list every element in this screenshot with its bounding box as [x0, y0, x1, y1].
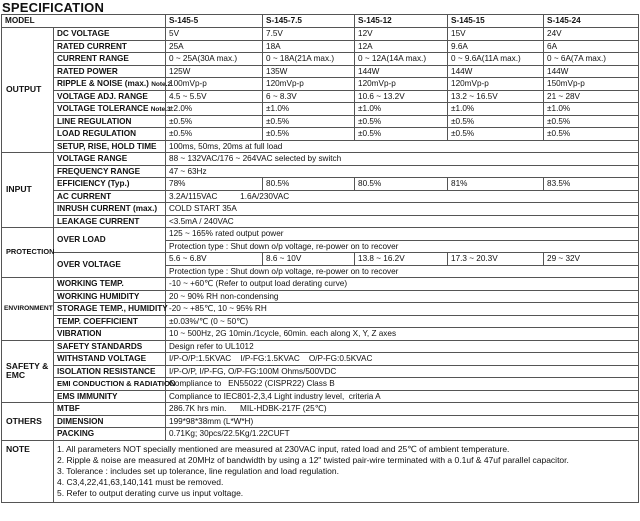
table-row [2, 153, 639, 166]
row-label: WORKING HUMIDITY [54, 290, 166, 303]
table-row [2, 40, 639, 53]
cell: ±0.5% [166, 115, 263, 128]
cell: Design refer to UL1012 [166, 340, 639, 353]
table-row [2, 353, 639, 366]
table-row [2, 253, 639, 266]
row-label: PACKING [54, 428, 166, 441]
cell: Protection type : Shut down o/p voltage, re-power on to recover [166, 265, 639, 278]
cell: 0 ~ 18A(21A max.) [263, 53, 355, 66]
note-ref: Note.3 [150, 106, 171, 114]
table-row [2, 53, 639, 66]
cell: 88 ~ 132VAC/176 ~ 264VAC selected by switch [166, 153, 639, 166]
cell: Protection type : Shut down o/p voltage, re-power on to recover [166, 240, 639, 253]
row-label: LEAKAGE CURRENT [54, 215, 166, 228]
table-row [2, 278, 639, 291]
cell: 17.3 ~ 20.3V [448, 253, 544, 266]
row-label: ISOLATION RESISTANCE [54, 365, 166, 378]
cell: ±1.0% [355, 103, 448, 116]
cell: 29 ~ 32V [544, 253, 639, 266]
cell: 80.5% [355, 178, 448, 191]
cell: ±0.5% [166, 128, 263, 141]
cell: 20 ~ 90% RH non-condensing [166, 290, 639, 303]
table-row [2, 415, 639, 428]
section-line: SAFETY & [6, 360, 49, 371]
cell: 9.6A [448, 40, 544, 53]
cell: 78% [166, 178, 263, 191]
cell: 5.6 ~ 6.8V [166, 253, 263, 266]
note-line: 4. C3,4,22,41,63,140,141 must be removed. [57, 476, 224, 487]
cell: 199*98*38mm (L*W*H) [166, 415, 639, 428]
cell: 12A [355, 40, 448, 53]
row-label: WITHSTAND VOLTAGE [54, 353, 166, 366]
cell: COLD START 35A [166, 203, 639, 216]
table-row [2, 215, 639, 228]
cell: ±0.5% [544, 115, 639, 128]
note-ref: Note.2 [151, 81, 172, 89]
cell: ±1.0% [448, 103, 544, 116]
cell: 18A [263, 40, 355, 53]
table-row [2, 378, 639, 391]
cell: ±0.5% [544, 128, 639, 141]
section-input: INPUT [2, 153, 54, 228]
cell: Compliance to EN55022 (CISPR22) Class B [166, 378, 639, 391]
table-row [2, 328, 639, 341]
cell: ±2.0% [166, 103, 263, 116]
row-label: VOLTAGE ADJ. RANGE [54, 90, 166, 103]
row-label: EFFICIENCY (Typ.) [54, 178, 166, 191]
cell: 120mVp-p [355, 78, 448, 91]
table-row [2, 165, 639, 178]
cell: 100ms, 50ms, 20ms at full load [166, 140, 639, 153]
row-label: SAFETY STANDARDS [54, 340, 166, 353]
cell: ±1.0% [544, 103, 639, 116]
section-environment: ENVIRONMENT [2, 278, 54, 341]
cell: 83.5% [544, 178, 639, 191]
cell: ±0.5% [355, 115, 448, 128]
label-text: VOLTAGE TOLERANCE [57, 104, 149, 114]
table-row [2, 28, 639, 41]
cell: 0 ~ 25A(30A max.) [166, 53, 263, 66]
model-name: S-145-12 [355, 15, 448, 28]
model-name: S-145-5 [166, 15, 263, 28]
row-label: AC CURRENT [54, 190, 166, 203]
cell: 10 ~ 500Hz, 2G 10min./1cycle, 60min. each along X, Y, Z axes [166, 328, 639, 341]
note-line: 3. Tolerance : includes set up tolerance, line regulation and load regulation. [57, 465, 339, 476]
row-label: SETUP, RISE, HOLD TIME [54, 140, 166, 153]
section-note: NOTE [2, 440, 54, 502]
row-label: RATED POWER [54, 65, 166, 78]
table-row [2, 203, 639, 216]
cell: 135W [263, 65, 355, 78]
label-text: RIPPLE & NOISE (max.) [57, 79, 149, 89]
note-row [2, 440, 639, 502]
table-row [2, 303, 639, 316]
table-row [2, 78, 639, 91]
note-line: 5. Refer to output derating curve us input voltage. [57, 487, 244, 498]
table-row [2, 403, 639, 416]
row-label: DIMENSION [54, 415, 166, 428]
cell: 144W [355, 65, 448, 78]
row-label: OVER VOLTAGE [54, 253, 166, 278]
section-safety-emc [2, 340, 54, 403]
cell: 10.6 ~ 13.2V [355, 90, 448, 103]
cell: ±0.5% [263, 128, 355, 141]
row-label: OVER LOAD [54, 228, 166, 253]
row-label: VIBRATION [54, 328, 166, 341]
table-row [2, 290, 639, 303]
cell: I/P-O/P, I/P-FG, O/P-FG:100M Ohms/500VDC [166, 365, 639, 378]
cell: 25A [166, 40, 263, 53]
cell: <3.5mA / 240VAC [166, 215, 639, 228]
row-label: FREQUENCY RANGE [54, 165, 166, 178]
cell: 125 ~ 165% rated output power [166, 228, 639, 241]
table-row [2, 90, 639, 103]
cell: 7.5V [263, 28, 355, 41]
cell: 8.6 ~ 10V [263, 253, 355, 266]
cell: 47 ~ 63Hz [166, 165, 639, 178]
section-others: OTHERS [2, 403, 54, 441]
cell: 125W [166, 65, 263, 78]
row-label: RATED CURRENT [54, 40, 166, 53]
table-row [2, 428, 639, 441]
cell: 21 ~ 28V [544, 90, 639, 103]
cell: 80.5% [263, 178, 355, 191]
table-row [2, 115, 639, 128]
cell: 286.7K hrs min. MIL-HDBK-217F (25℃) [166, 403, 639, 416]
model-name: S-145-15 [448, 15, 544, 28]
note-cell [54, 440, 639, 502]
cell: -10 ~ +60℃ (Refer to output load derating curve) [166, 278, 639, 291]
cell: ±0.03%/℃ (0 ~ 50℃) [166, 315, 639, 328]
table-row [2, 128, 639, 141]
row-label: EMS IMMUNITY [54, 390, 166, 403]
cell: 13.2 ~ 16.5V [448, 90, 544, 103]
cell: 0.71Kg; 30pcs/22.5Kg/1.22CUFT [166, 428, 639, 441]
cell: 24V [544, 28, 639, 41]
table-row [2, 103, 639, 116]
table-row [2, 178, 639, 191]
spec-table [1, 14, 639, 503]
model-header: MODEL [2, 15, 166, 28]
cell: ±0.5% [448, 115, 544, 128]
cell: 0 ~ 6A(7A max.) [544, 53, 639, 66]
cell: 4.5 ~ 5.5V [166, 90, 263, 103]
note-line: 2. Ripple & noise are measured at 20MHz of bandwidth by using a 12" twisted pair-wire terminated with a 0.1uf & 47uf parallel capacitor. [57, 454, 569, 465]
page-title: SPECIFICATION [2, 0, 105, 15]
cell: 144W [544, 65, 639, 78]
row-label: DC VOLTAGE [54, 28, 166, 41]
table-row [2, 390, 639, 403]
row-label: WORKING TEMP. [54, 278, 166, 291]
row-label: STORAGE TEMP., HUMIDITY [54, 303, 166, 316]
row-label [54, 103, 171, 116]
cell: 0 ~ 12A(14A max.) [355, 53, 448, 66]
cell: 3.2A/115VAC 1.6A/230VAC [166, 190, 639, 203]
row-label: LINE REGULATION [54, 115, 166, 128]
cell: Compliance to IEC801-2,3,4 Light industry level, criteria A [166, 390, 639, 403]
table-row [2, 65, 639, 78]
section-output: OUTPUT [2, 28, 54, 153]
row-label: MTBF [54, 403, 166, 416]
row-label: EMI CONDUCTION & RADIATION [54, 378, 166, 391]
cell: 15V [448, 28, 544, 41]
row-label: CURRENT RANGE [54, 53, 166, 66]
row-label: TEMP. COEFFICIENT [54, 315, 166, 328]
table-row [2, 190, 639, 203]
table-header-row [2, 15, 639, 28]
model-name: S-145-7.5 [263, 15, 355, 28]
cell: 13.8 ~ 16.2V [355, 253, 448, 266]
cell: ±0.5% [355, 128, 448, 141]
table-row [2, 140, 639, 153]
cell: 120mVp-p [448, 78, 544, 91]
cell: 6 ~ 8.3V [263, 90, 355, 103]
cell: 100mVp-p [166, 78, 263, 91]
cell: ±1.0% [263, 103, 355, 116]
table-row [2, 340, 639, 353]
model-name: S-145-24 [544, 15, 639, 28]
cell: ±0.5% [448, 128, 544, 141]
table-row [2, 228, 639, 241]
table-row [2, 365, 639, 378]
cell: 6A [544, 40, 639, 53]
cell: 5V [166, 28, 263, 41]
row-label [54, 78, 172, 91]
cell: ±0.5% [263, 115, 355, 128]
section-protection: PROTECTION [2, 228, 54, 278]
cell: I/P-O/P:1.5KVAC I/P-FG:1.5KVAC O/P-FG:0.5KVAC [166, 353, 639, 366]
section-line: EMC [6, 370, 26, 381]
cell: -20 ~ +85℃, 10 ~ 95% RH [166, 303, 639, 316]
row-label: LOAD REGULATION [54, 128, 166, 141]
cell: 81% [448, 178, 544, 191]
row-label: INRUSH CURRENT (max.) [54, 203, 166, 216]
note-line: 1. All parameters NOT specially mentioned are measured at 230VAC input, rated load and 25℃ of ambient temperature. [57, 443, 510, 454]
cell: 12V [355, 28, 448, 41]
cell: 144W [448, 65, 544, 78]
cell: 150mVp-p [544, 78, 639, 91]
row-label: VOLTAGE RANGE [54, 153, 166, 166]
cell: 0 ~ 9.6A(11A max.) [448, 53, 544, 66]
table-row [2, 315, 639, 328]
cell: 120mVp-p [263, 78, 355, 91]
